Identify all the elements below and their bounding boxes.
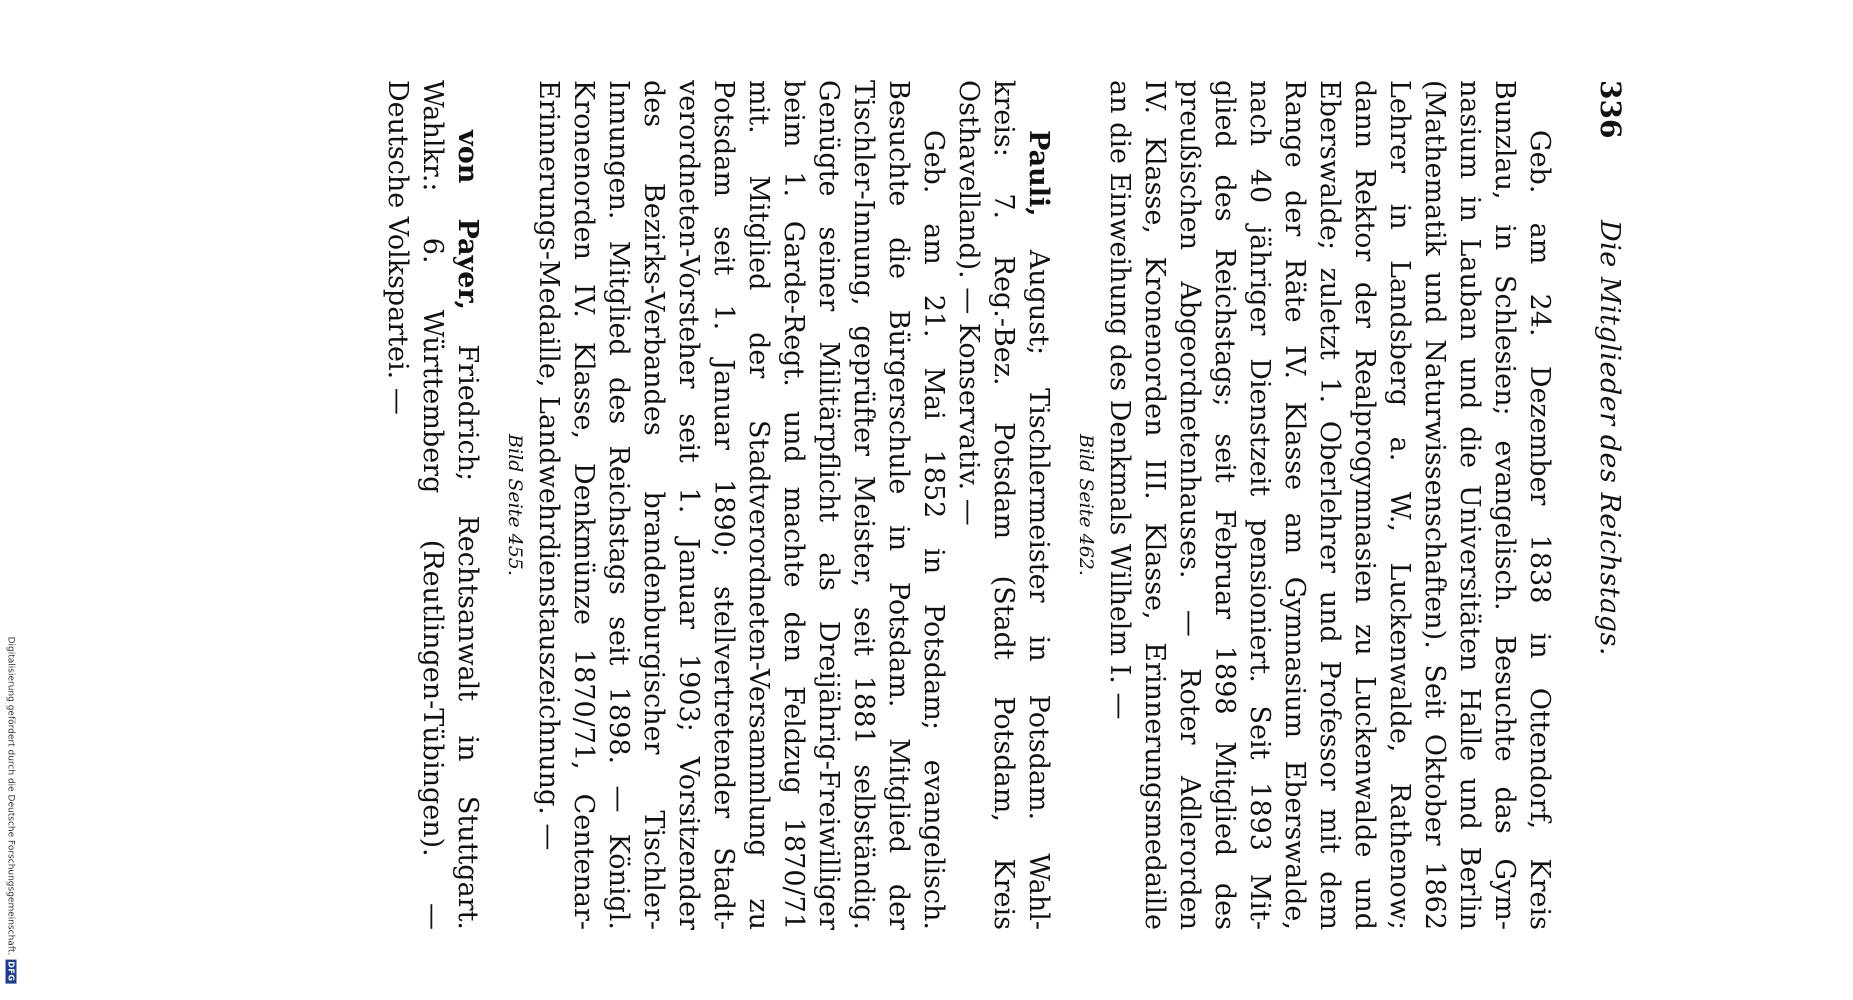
text-line: mit. Mitglied der Stadtverordneten-Versammlung zu [743,80,774,930]
entry-pauli [499,80,1056,930]
member-name: Pauli, [1023,130,1054,217]
text-line: Range der Räte IV. Klasse am Gymnasium Eberswalde, [1279,80,1310,930]
page-body [380,80,1557,930]
text-line: dann Rektor der Realprogymnasien zu Luckenwalde und [1349,80,1380,930]
text-line: an die Einweihung des Denkmals Wilhelm I. — [1104,80,1135,720]
picture-reference: Bild Seite 455. [504,434,526,576]
text-line: beim 1. Garde-Regt. und machte den Feldzug 1870/71 [778,80,809,930]
text-line: Potsdam seit 1. Januar 1890; stellvertretender Stadt- [708,80,739,930]
text-line: Tischler-Innung, geprüfter Meister, seit 1881 selbständig. [848,80,879,930]
entry-heading-line [1021,80,1056,930]
text-line: Bunzlau, in Schlesien; evangelisch. Besuchte das Gym- [1489,80,1520,930]
text-line: Osthavelland). — Konservativ. — [953,80,984,526]
picture-reference: Bild Seite 462. [1075,434,1097,576]
dfg-logo: DFG [6,961,16,982]
text-line: preußischen Abgeordnetenhauses. — Roter Adlerorden [1174,80,1205,930]
page-number: 336 [1594,80,1627,139]
text-line: Lehrer in Landsberg a. W., Luckenwalde, Rathenow; [1384,80,1415,930]
text-line: kreis: 7. Reg.-Bez. Potsdam (Stadt Potsdam, Kreis [988,80,1019,930]
book-page [217,80,1627,930]
text-line: Wahlkr.: 6. Württemberg (Reutlingen-Tübingen). — [417,80,448,930]
member-name: von Payer, [452,130,483,311]
text-fragment: Friedrich; Rechtsanwalt in Stuttgart. [452,310,483,930]
digitization-credit [0,0,22,1000]
text-fragment: August; Tischlermeister in Potsdam. Wahl- [1023,216,1054,930]
text-line: Genügte seiner Militärpflicht als Dreijährig-Freiwilliger [813,80,844,930]
text-line: Geb. am 24. Dezember 1838 in Ottendorf, Kreis [1524,130,1555,930]
text-line: (Mathematik und Naturwissenschaften). Seit Oktober 1862 [1419,80,1450,930]
text-line: glied des Reichstags; seit Februar 1898 Mitglied des [1209,80,1240,930]
credit-text: Digitalisierung gefördert durch die Deutsche Forschungsgemeinschaft. [6,636,16,956]
text-line: IV. Klasse, Kronenorden III. Klasse, Erinnerungsmedaille [1139,80,1170,930]
page-header [1587,80,1627,930]
running-head: Die Mitglieder des Reichstags. [1594,220,1625,656]
text-line: nasium in Lauban und die Universitäten Halle und Berlin [1454,80,1485,930]
text-line: Geb. am 21. Mai 1852 in Potsdam; evangelisch. [918,130,949,930]
text-line: nach 40 jähriger Dienstzeit pensioniert. Seit 1893 Mit- [1244,80,1275,930]
text-line: Kronenorden IV. Klasse, Denkmünze 1870/71, Centenar- [568,80,599,930]
entry-continuation [1070,80,1557,930]
text-line: Deutsche Volkspartei. — [382,80,413,415]
text-line: Besuchte die Bürgerschule in Potsdam. Mitglied der [883,80,914,930]
text-line: Innungen. Mitglied des Reichstags seit 1898. — Königl. [603,80,634,930]
text-line: Eberswalde; zuletzt 1. Oberlehrer und Professor mit dem [1314,80,1345,930]
text-line: Erinnerungs-Medaille, Landwehrdienstauszeichnung. — [533,80,564,851]
text-line: verordneten-Vorsteher seit 1. Januar 1903; Vorsitzender [673,80,704,930]
entry-von-payer [380,80,485,930]
text-line: des Bezirks-Verbandes brandenburgischer Tischler- [638,80,669,930]
entry-heading-line [450,80,485,930]
